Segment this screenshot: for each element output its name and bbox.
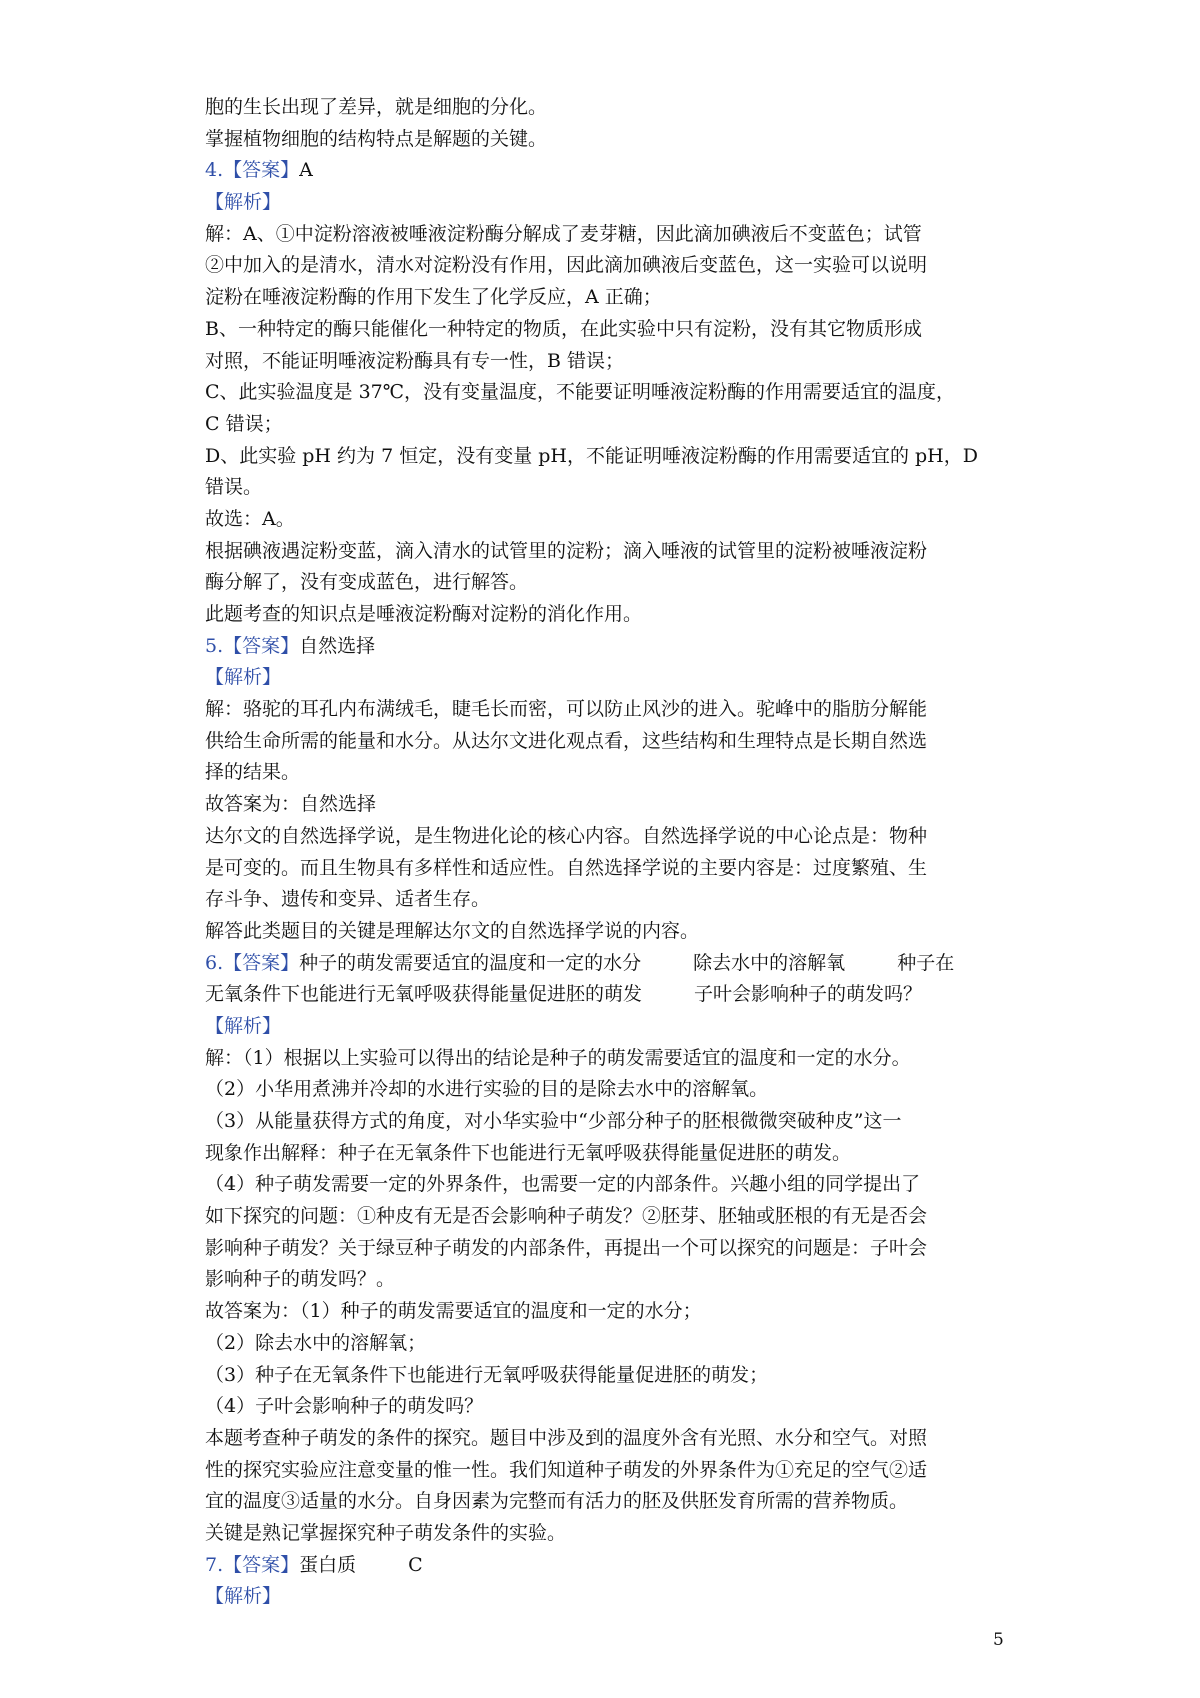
text-line: 解：（1）根据以上实验可以得出的结论是种子的萌发需要适宜的温度和一定的水分。 bbox=[205, 1046, 911, 1069]
text-line: （4）子叶会影响种子的萌发吗？ bbox=[205, 1395, 484, 1418]
text-line: D、此实验 pH 约为 7 恒定，没有变量 pH，不能证明唾液淀粉酶的作用需要适宜的 pH，D bbox=[205, 444, 978, 467]
text-line: 根据碘液遇淀粉变蓝，滴入清水的试管里的淀粉；滴入唾液的试管里的淀粉被唾液淀粉 bbox=[205, 539, 928, 562]
text-line: 如下探究的问题：①种皮有无是否会影响种子萌发？②胚芽、胚轴或胚根的有无是否会 bbox=[205, 1205, 928, 1228]
text-line: 解答此类题目的关键是理解达尔文的自然选择学说的内容。 bbox=[205, 919, 700, 942]
q6-analysis-tag: 【解析】 bbox=[205, 1014, 282, 1037]
text-line: 是可变的。而且生物具有多样性和适应性。自然选择学说的主要内容是：过度繁殖、生 bbox=[205, 856, 928, 879]
text-line: 淀粉在唾液淀粉酶的作用下发生了化学反应，A 正确； bbox=[205, 286, 662, 309]
q6-answer-tag: 【答案】 bbox=[223, 951, 300, 974]
q6-answer-line-2 bbox=[205, 979, 1015, 1011]
text-line: 择的结果。 bbox=[205, 761, 301, 784]
text-line: 此题考查的知识点是唾液淀粉酶对淀粉的消化作用。 bbox=[205, 603, 643, 625]
q4-number: 4. bbox=[205, 159, 224, 182]
text-line: 错误。 bbox=[205, 476, 263, 499]
text-line: 对照，不能证明唾液淀粉酶具有专一性，B 错误； bbox=[205, 349, 625, 372]
q7-answer-a: 蛋白质 bbox=[299, 1553, 357, 1576]
q7-answer-b: C bbox=[408, 1553, 423, 1576]
q5-answer-tag: 【答案】 bbox=[223, 634, 300, 657]
text-line: 解：骆驼的耳孔内布满绒毛，睫毛长而密，可以防止风沙的进入。驼峰中的脂肪分解能 bbox=[205, 698, 928, 721]
q6-number: 6. bbox=[205, 951, 224, 974]
text-line: 解：A、①中淀粉溶液被唾液淀粉酶分解成了麦芽糖，因此滴加碘液后不变蓝色；试管 bbox=[205, 222, 922, 245]
text-line: 本题考查种子萌发的条件的探究。题目中涉及到的温度外含有光照、水分和空气。对照 bbox=[205, 1426, 928, 1449]
text-line: 影响种子的萌发吗？。 bbox=[205, 1268, 396, 1291]
text-line: 宜的温度③适量的水分。自身因素为完整而有活力的胚及供胚发育所需的营养物质。 bbox=[205, 1490, 909, 1513]
q5-answer-line bbox=[205, 631, 1015, 663]
text-line: 现象作出解释：种子在无氧条件下也能进行无氧呼吸获得能量促进胚的萌发。 bbox=[205, 1141, 852, 1164]
q5-answer: 自然选择 bbox=[299, 634, 376, 657]
text-line: 胞的生长出现了差异，就是细胞的分化。 bbox=[205, 96, 548, 118]
q4-answer-tag: 【答案】 bbox=[223, 159, 300, 182]
text-line: 故答案为：（1）种子的萌发需要适宜的温度和一定的水分； bbox=[205, 1300, 702, 1323]
text-line: （2）除去水中的溶解氧； bbox=[205, 1331, 427, 1354]
q5-analysis-tag: 【解析】 bbox=[205, 666, 282, 689]
text-line: 存斗争、遗传和变异、适者生存。 bbox=[205, 888, 491, 911]
text-line: 达尔文的自然选择学说，是生物进化论的核心内容。自然选择学说的中心论点是：物种 bbox=[205, 824, 928, 847]
text-line: 酶分解了，没有变成蓝色，进行解答。 bbox=[205, 571, 529, 594]
q7-answer-tag: 【答案】 bbox=[223, 1553, 300, 1576]
q4-answer-line bbox=[205, 155, 1015, 187]
text-line: （3）从能量获得方式的角度，对小华实验中“少部分种子的胚根微微突破种皮”这一 bbox=[205, 1110, 902, 1132]
q5-number: 5. bbox=[205, 634, 224, 657]
text-line: （4）种子萌发需要一定的外界条件，也需要一定的内部条件。兴趣小组的同学提出了 bbox=[205, 1173, 921, 1196]
page-number: 5 bbox=[993, 1630, 1004, 1650]
text-line: 性的探究实验应注意变量的惟一性。我们知道种子萌发的外界条件为①充足的空气②适 bbox=[205, 1458, 928, 1481]
text-line: C、此实验温度是 37℃，没有变量温度，不能要证明唾液淀粉酶的作用需要适宜的温度， bbox=[205, 381, 956, 404]
q6-answer-c1: 种子在 bbox=[897, 951, 955, 974]
q6-answer-a: 种子的萌发需要适宜的温度和一定的水分 bbox=[299, 951, 642, 974]
text-line: 故答案为：自然选择 bbox=[205, 793, 377, 816]
text-line: 关键是熟记掌握探究种子萌发条件的实验。 bbox=[205, 1521, 567, 1544]
q6-answer-b: 除去水中的溶解氧 bbox=[693, 951, 846, 974]
q7-number: 7. bbox=[205, 1553, 224, 1576]
q6-answer-c2: 无氧条件下也能进行无氧呼吸获得能量促进胚的萌发 bbox=[205, 983, 643, 1006]
q7-analysis-tag: 【解析】 bbox=[205, 1585, 282, 1608]
q6-answer-line bbox=[205, 948, 1015, 980]
text-line: 影响种子萌发？关于绿豆种子萌发的内部条件，再提出一个可以探究的问题是：子叶会 bbox=[205, 1236, 928, 1259]
text-line: 供给生命所需的能量和水分。从达尔文进化观点看，这些结构和生理特点是长期自然选 bbox=[205, 729, 928, 752]
text-line: C 错误； bbox=[205, 412, 283, 435]
document-page bbox=[205, 92, 1015, 1613]
text-line: 掌握植物细胞的结构特点是解题的关键。 bbox=[205, 127, 548, 150]
text-line: 故选：A。 bbox=[205, 507, 295, 530]
text-line: （3）种子在无氧条件下也能进行无氧呼吸获得能量促进胚的萌发； bbox=[205, 1363, 769, 1386]
q6-answer-d: 子叶会影响种子的萌发吗？ bbox=[694, 983, 923, 1006]
q4-analysis-tag: 【解析】 bbox=[205, 191, 282, 214]
q7-answer-line bbox=[205, 1550, 1015, 1582]
q4-answer: A bbox=[299, 159, 313, 182]
text-line: ②中加入的是清水，清水对淀粉没有作用，因此滴加碘液后变蓝色，这一实验可以说明 bbox=[205, 254, 928, 277]
text-line: B、一种特定的酶只能催化一种特定的物质，在此实验中只有淀粉，没有其它物质形成 bbox=[205, 317, 922, 340]
text-line: （2）小华用煮沸并冷却的水进行实验的目的是除去水中的溶解氧。 bbox=[205, 1078, 769, 1101]
